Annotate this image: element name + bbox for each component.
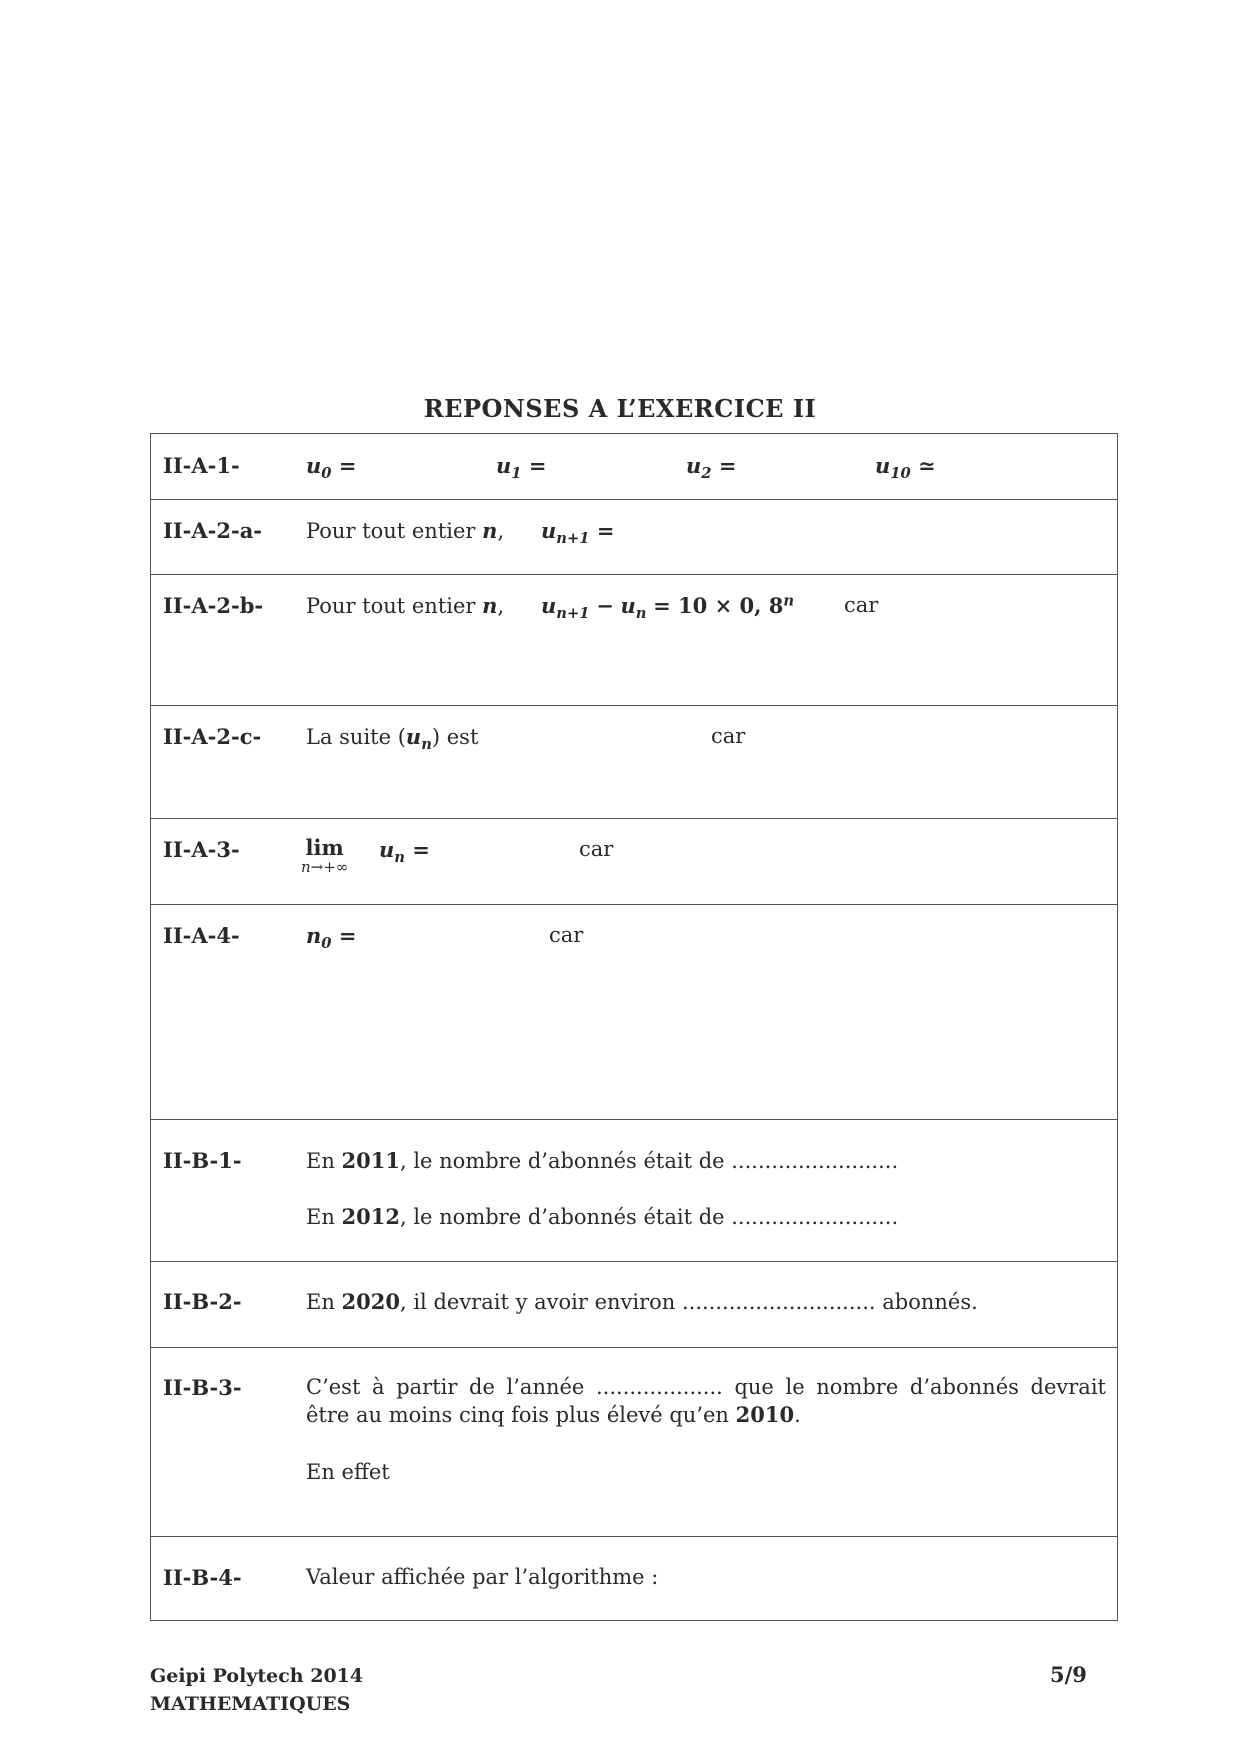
justification-answer-area[interactable] xyxy=(301,960,1106,1110)
subscribers-2012-answer[interactable]: En 2012, le nombre d’abonnés était de ......................... xyxy=(306,1204,899,1229)
row-label: II-B-2- xyxy=(163,1289,242,1314)
monotony-answer-area[interactable] xyxy=(481,716,711,756)
row-II-A-1 xyxy=(151,434,1117,499)
row-II-A-4 xyxy=(151,905,1117,1119)
row-II-B-3 xyxy=(151,1348,1117,1536)
u0-answer[interactable]: $u_0$ = xyxy=(306,453,357,483)
limit-answer[interactable]: $u_n$ = xyxy=(379,837,430,867)
car-label: car xyxy=(711,724,746,748)
subject-name: MATHEMATIQUES xyxy=(150,1693,351,1715)
statement-text: Pour tout entier n, xyxy=(306,593,505,618)
subscribers-2020-answer[interactable]: En 2020, il devrait y avoir environ ............................. abonnés. xyxy=(306,1289,978,1314)
row-label: II-A-2-c- xyxy=(163,724,262,749)
row-label: II-A-4- xyxy=(163,923,240,948)
u10-answer[interactable]: $u_{10}$ ≃ xyxy=(875,453,936,483)
row-II-A-3 xyxy=(151,819,1117,904)
statement-text: Pour tout entier n, xyxy=(306,518,505,543)
row-label: II-B-4- xyxy=(163,1565,242,1590)
un-plus-1-answer[interactable]: $u_{n+1}$ = xyxy=(541,518,615,548)
subscribers-2011-answer[interactable]: En 2011, le nombre d’abonnés était de ......................... xyxy=(306,1148,899,1173)
algorithm-output-answer[interactable]: Valeur affichée par l’algorithme : xyxy=(306,1565,659,1589)
car-label: car xyxy=(549,923,584,947)
statement-text: La suite $(u_n)$ est xyxy=(306,724,479,754)
u2-answer[interactable]: $u_2$ = xyxy=(686,453,737,483)
row-label: II-B-3- xyxy=(163,1375,242,1400)
year-answer-statement[interactable]: C’est à partir de l’année ................... que le nombre d’abonnés devrait être au moins cinq fois plus élevé qu’en 2010. xyxy=(306,1375,1106,1427)
page-title: REPONSES A L’EXERCICE II xyxy=(423,394,817,423)
n0-answer[interactable]: $n_0$ = xyxy=(306,923,357,953)
row-II-A-2-a xyxy=(151,500,1117,574)
justification-answer-area[interactable] xyxy=(301,630,1106,700)
row-label: II-A-2-a- xyxy=(163,518,263,543)
justification-answer-area[interactable] xyxy=(301,1488,1106,1528)
limit-operator: lim n→+∞ xyxy=(301,835,349,876)
u1-answer[interactable]: $u_1$ = xyxy=(496,453,547,483)
difference-formula: $u_{n+1} - u_n = 10 \times 0$, 8$^n$ xyxy=(541,592,795,623)
row-label: II-A-2-b- xyxy=(163,593,264,618)
car-label: car xyxy=(579,837,614,861)
row-II-B-4 xyxy=(151,1537,1117,1620)
row-II-B-1 xyxy=(151,1120,1117,1261)
justification-answer-area[interactable] xyxy=(771,716,1111,806)
row-II-B-2 xyxy=(151,1262,1117,1347)
row-label: II-A-3- xyxy=(163,837,240,862)
exam-name: Geipi Polytech 2014 xyxy=(150,1665,364,1687)
car-label: car xyxy=(844,593,879,617)
row-label: II-B-1- xyxy=(163,1148,242,1173)
answers-table xyxy=(150,433,1118,1621)
row-II-A-2-c xyxy=(151,706,1117,818)
footer-left xyxy=(150,1662,363,1718)
row-II-A-2-b xyxy=(151,575,1117,705)
page-number: 5/9 xyxy=(1050,1662,1087,1687)
en-effet-label: En effet xyxy=(306,1460,390,1484)
row-label: II-A-1- xyxy=(163,453,240,478)
